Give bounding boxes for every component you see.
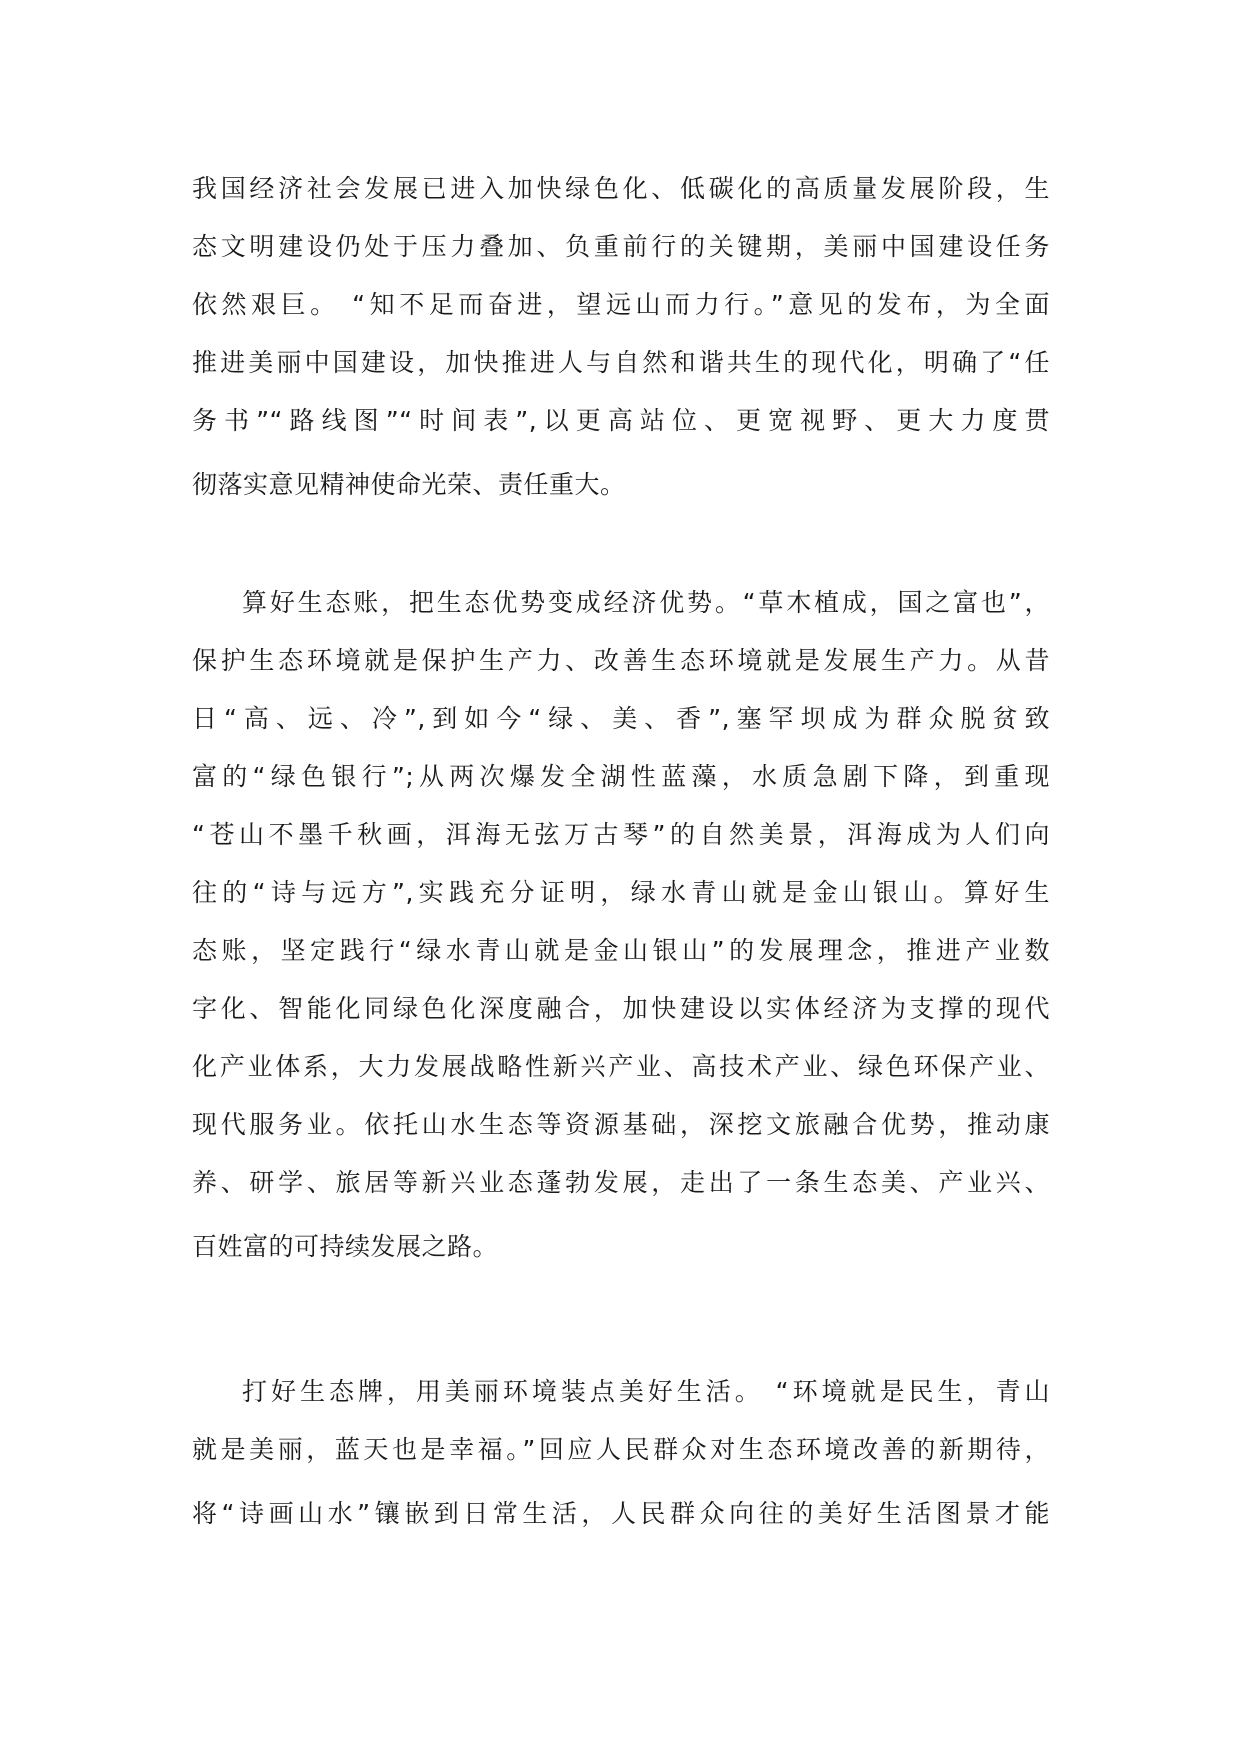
text-line: 往的“诗与远方”,实践充分证明，绿水青山就是金山银山。算好生 [192, 878, 1050, 907]
paragraph-1 [192, 160, 1050, 514]
text-line: 养、研学、旅居等新兴业态蓬勃发展，走出了一条生态美、产业兴、 [192, 1168, 1050, 1197]
paragraph-3 [192, 1363, 1050, 1543]
text-line: 态文明建设仍处于压力叠加、负重前行的关键期，美丽中国建设任务 [192, 232, 1050, 261]
text-line: 算好生态账，把生态优势变成经济优势。“草木植成，国之富也”， [242, 588, 1050, 617]
text-line: “苍山不墨千秋画，洱海无弦万古琴”的自然美景，洱海成为人们向 [192, 820, 1050, 849]
text-line: 彻落实意见精神使命光荣、责任重大。 [192, 470, 626, 499]
text-line: 将“诗画山水”镶嵌到日常生活，人民群众向往的美好生活图景才能 [192, 1499, 1050, 1528]
text-line: 百姓富的可持续发展之路。 [192, 1232, 499, 1261]
text-line: 我国经济社会发展已进入加快绿色化、低碳化的高质量发展阶段，生 [192, 174, 1050, 203]
text-line: 就是美丽，蓝天也是幸福。”回应人民群众对生态环境改善的新期待， [192, 1435, 1050, 1464]
text-line: 推进美丽中国建设，加快推进人与自然和谐共生的现代化，明确了“任 [192, 348, 1050, 377]
text-line: 态账，坚定践行“绿水青山就是金山银山”的发展理念，推进产业数 [192, 936, 1050, 965]
text-line: 化产业体系，大力发展战略性新兴产业、高技术产业、绿色环保产业、 [192, 1052, 1050, 1081]
paragraph-2 [192, 574, 1050, 1276]
text-line: 日“高、远、冷”,到如今“绿、美、香”,塞罕坝成为群众脱贫致 [192, 704, 1050, 733]
text-line: 依然艰巨。 “知不足而奋进，望远山而力行。”意见的发布，为全面 [192, 290, 1050, 319]
text-line: 字化、智能化同绿色化深度融合，加快建设以实体经济为支撑的现代 [192, 994, 1050, 1023]
text-line: 打好生态牌，用美丽环境装点美好生活。 “环境就是民生，青山 [242, 1377, 1050, 1406]
text-line: 保护生态环境就是保护生产力、改善生态环境就是发展生产力。从昔 [192, 646, 1050, 675]
text-line: 现代服务业。依托山水生态等资源基础，深挖文旅融合优势，推动康 [192, 1110, 1050, 1139]
text-line: 富的“绿色银行”;从两次爆发全湖性蓝藻，水质急剧下降，到重现 [192, 762, 1050, 791]
text-line: 务书”“路线图”“时间表”,以更高站位、更宽视野、更大力度贯 [192, 406, 1050, 435]
